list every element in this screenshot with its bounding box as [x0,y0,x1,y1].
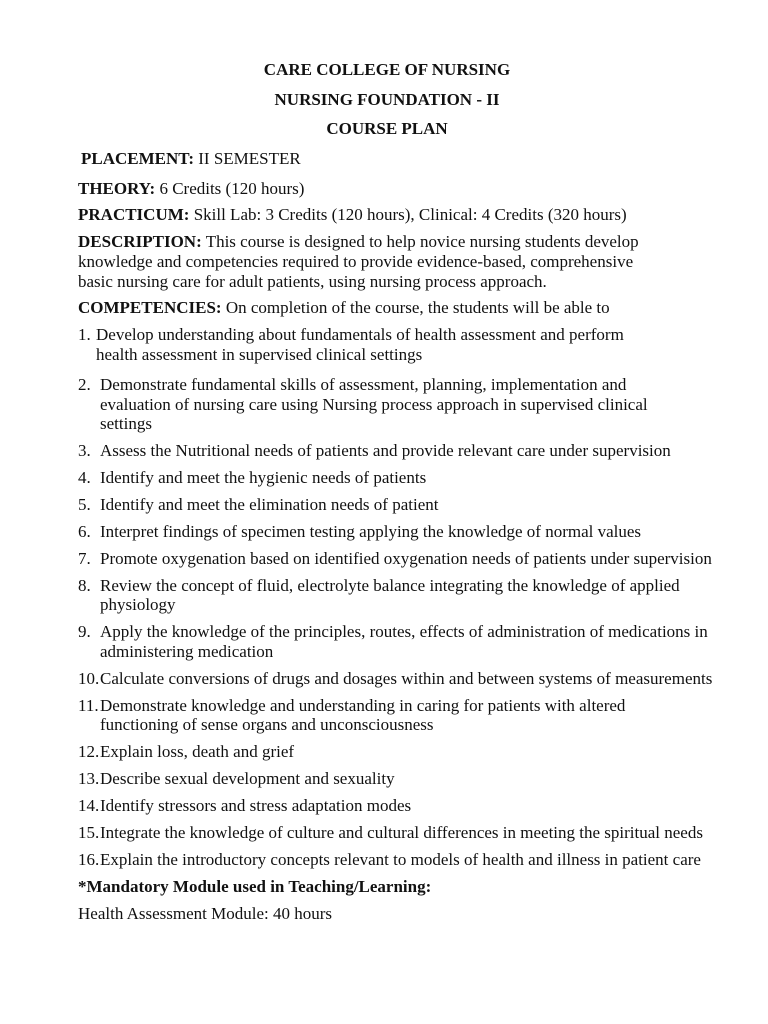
doc-type-title: COURSE PLAN [326,119,448,138]
competency-number: 15. [78,823,100,842]
competency-text: Demonstrate fundamental skills of assessment, planning, implementation and [100,375,627,394]
competency-text: evaluation of nursing care using Nursing process approach in supervised clinical [100,395,648,414]
course-title: NURSING FOUNDATION - II [274,90,500,109]
competency-text: Explain the introductory concepts relevant to models of health and illness in patient care [100,850,701,869]
competencies-intro: On completion of the course, the students will be able to [225,298,610,317]
competency-text: functioning of sense organs and unconsciousness [100,715,434,734]
theory-label: THEORY: [78,179,156,198]
competency-text: Develop understanding about fundamentals of health assessment and perform [96,325,624,344]
description-text: This course is designed to help novice nursing students develop [205,232,639,251]
description-line-1 [78,232,639,252]
competency-number: 13. [78,769,100,788]
competency-text: settings [100,414,152,433]
competency-text: Describe sexual development and sexuality [100,769,395,788]
competencies-label: COMPETENCIES: [78,298,222,317]
competency-text: Interpret findings of specimen testing applying the knowledge of normal values [100,522,642,541]
competency-number: 9. [78,622,91,641]
competency-text: Identify and meet the hygienic needs of patients [100,468,427,487]
competency-text: Apply the knowledge of the principles, routes, effects of administration of medications in [100,622,708,641]
competency-text: Calculate conversions of drugs and dosages within and between systems of measurements [100,669,713,688]
competency-number: 3. [78,441,91,460]
competency-number: 12. [78,742,100,761]
competency-number: 10. [78,669,100,688]
competency-text: Promote oxygenation based on identified oxygenation needs of patients under supervision [100,549,712,568]
placement-value: II SEMESTER [198,149,301,168]
mandatory-module: Health Assessment Module: 40 hours [78,904,333,923]
description-line-3: basic nursing care for adult patients, using nursing process approach. [78,272,547,291]
competencies-line [78,298,610,318]
competency-number: 11. [78,696,99,715]
mandatory-heading: *Mandatory Module used in Teaching/Learning: [78,877,432,896]
competency-number: 4. [78,468,91,487]
theory-line [78,179,304,199]
description-line-2: knowledge and competencies required to provide evidence-based, comprehensive [78,252,634,271]
competency-text: Identify stressors and stress adaptation modes [100,796,412,815]
competency-text: Identify and meet the elimination needs of patient [100,495,439,514]
competency-text: administering medication [100,642,274,661]
competency-text: health assessment in supervised clinical settings [96,345,423,364]
competency-text: Demonstrate knowledge and understanding in caring for patients with altered [100,696,626,715]
competency-text: physiology [100,595,176,614]
competency-number: 2. [78,375,91,394]
practicum-value: Skill Lab: 3 Credits (120 hours), Clinical: 4 Credits (320 hours) [193,205,627,224]
competency-number: 6. [78,522,91,541]
practicum-line [78,205,627,225]
placement-line [81,149,301,169]
competency-text: Integrate the knowledge of culture and cultural differences in meeting the spiritual needs [100,823,703,842]
practicum-label: PRACTICUM: [78,205,190,224]
competency-text: Assess the Nutritional needs of patients and provide relevant care under supervision [100,441,671,460]
competency-number: 7. [78,549,91,568]
competency-number: 1. [78,325,91,344]
competency-number: 14. [78,796,100,815]
competency-number: 16. [78,850,100,869]
college-title: CARE COLLEGE OF NURSING [263,60,511,79]
competency-text: Explain loss, death and grief [100,742,295,761]
description-label: DESCRIPTION: [78,232,202,251]
theory-value: 6 Credits (120 hours) [159,179,305,198]
placement-label: PLACEMENT: [81,149,195,168]
competency-text: Review the concept of fluid, electrolyte balance integrating the knowledge of applied [100,576,680,595]
competency-number: 5. [78,495,91,514]
competency-number: 8. [78,576,91,595]
